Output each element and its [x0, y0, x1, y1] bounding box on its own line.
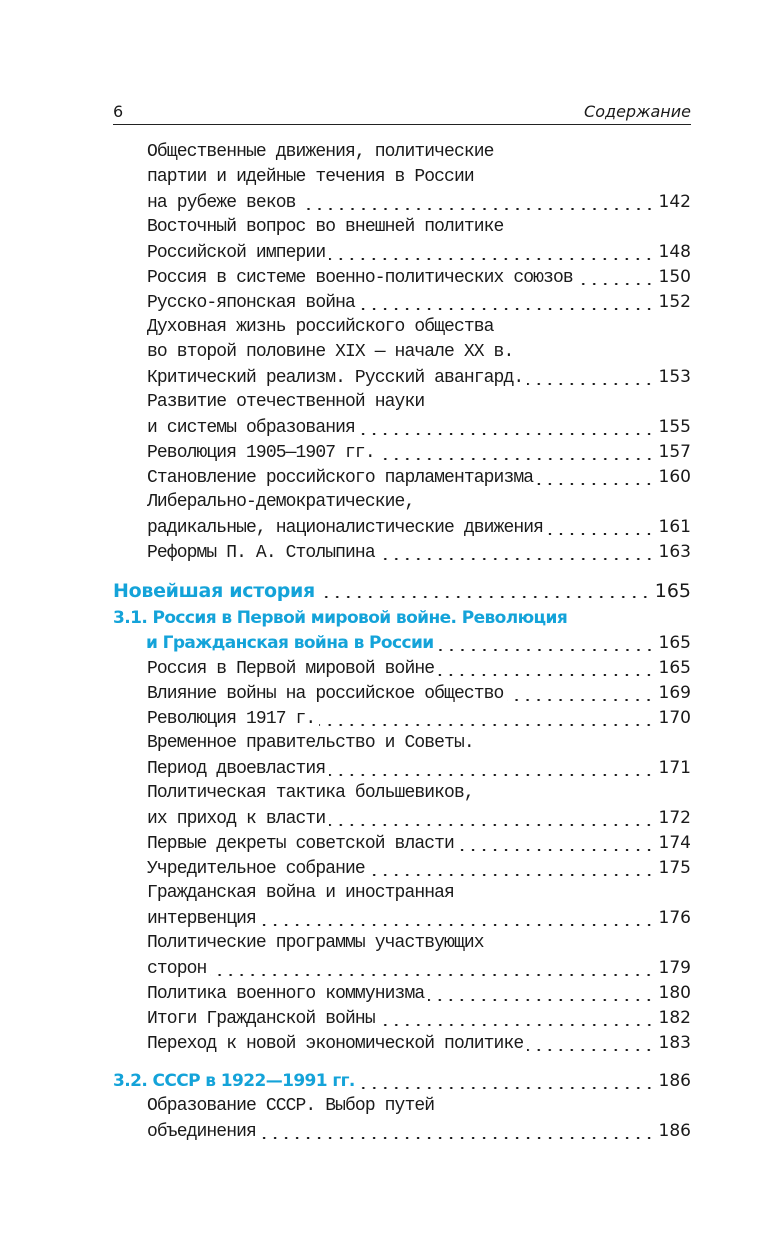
toc-entry — [147, 317, 691, 342]
toc-entry — [147, 417, 691, 442]
toc-entry-title: Российской империи — [147, 243, 326, 263]
toc-entry — [147, 1096, 691, 1121]
toc-entry — [147, 167, 691, 192]
page-number: 6 — [113, 102, 124, 121]
toc-page-number: 161 — [658, 517, 691, 537]
toc-entry-title: во второй половине XIX — начале XX в. — [147, 342, 514, 362]
toc-entry — [147, 1008, 691, 1033]
dot-leader — [577, 283, 655, 285]
toc-section-heading — [113, 1071, 691, 1096]
toc-page-number: 179 — [658, 958, 691, 978]
toc-page-number: 157 — [658, 442, 691, 462]
toc-entry — [147, 783, 691, 808]
toc-entry-title: Переход к новой экономической политике — [147, 1034, 524, 1054]
dot-leader — [428, 999, 654, 1001]
toc-entry — [147, 983, 691, 1008]
toc-entry-title: интервенция — [147, 909, 256, 929]
toc-page-number: 165 — [658, 633, 691, 653]
toc-entry — [147, 683, 691, 708]
dot-leader — [359, 1087, 655, 1089]
toc-section-heading — [146, 633, 691, 658]
toc-entry — [147, 958, 691, 983]
toc-entry-title: Россия в системе военно-политических союзов — [147, 268, 573, 288]
toc-entry — [147, 367, 691, 392]
toc-page-number: 142 — [658, 192, 691, 212]
toc-entry — [147, 492, 691, 517]
toc-entry-title: и Гражданская война в России — [146, 633, 434, 653]
toc-entry-title: Политические программы участвующих — [147, 933, 484, 953]
toc-entry-title: Период двоевластия — [147, 759, 326, 779]
dot-leader — [438, 674, 654, 676]
toc-entry — [147, 808, 691, 833]
toc-entry — [147, 708, 691, 733]
toc-entry — [147, 733, 691, 758]
running-header — [113, 100, 691, 125]
dot-leader — [210, 974, 654, 976]
dot-leader — [458, 849, 655, 851]
toc-section-heading — [113, 608, 691, 633]
dot-leader — [547, 533, 654, 535]
toc-entry — [147, 517, 691, 542]
toc-page-number: 169 — [658, 683, 691, 703]
toc-entry-title: 3.1. Россия в Первой мировой войне. Революция — [113, 608, 568, 628]
toc-entry — [147, 883, 691, 908]
toc-page-number: 165 — [658, 658, 691, 678]
toc-entry-title: Либерально-демократические, — [147, 492, 415, 512]
toc-entry-title: Революция 1917 г. — [147, 709, 316, 729]
toc-entry — [147, 658, 691, 683]
toc-entry-title: их приход к власти — [147, 809, 326, 829]
toc-page-number: 186 — [658, 1071, 691, 1091]
running-head-title: Содержание — [584, 102, 691, 121]
dot-leader — [438, 649, 655, 651]
toc-page-number: 165 — [654, 580, 691, 602]
toc-page-number: 186 — [658, 1121, 691, 1141]
toc-entry-title: Итоги Гражданской войны — [147, 1009, 375, 1029]
dot-leader — [379, 458, 655, 460]
toc-entry — [147, 758, 691, 783]
toc-entry-title: Реформы П. А. Столыпина — [147, 543, 375, 563]
dot-leader — [300, 208, 655, 210]
toc-page-number: 182 — [658, 1008, 691, 1028]
toc-entry-title: 3.2. СССР в 1922—1991 гг. — [113, 1071, 355, 1091]
dot-leader — [329, 774, 654, 776]
toc-page-number: 148 — [658, 242, 691, 262]
toc-entry — [147, 467, 691, 492]
toc-entry-title: Политическая тактика большевиков, — [147, 783, 474, 803]
toc-page-number: 174 — [658, 833, 691, 853]
toc-entry — [147, 933, 691, 958]
toc-entry-title: Становление российского парламентаризма — [147, 468, 534, 488]
toc-entry — [147, 192, 691, 217]
dot-leader — [359, 308, 655, 310]
toc-entry — [147, 342, 691, 367]
toc-entry-title: Общественные движения, политические — [147, 142, 494, 162]
toc-page-number: 155 — [658, 417, 691, 437]
toc-entry-title: Духовная жизнь российского общества — [147, 317, 494, 337]
toc-page-number: 153 — [658, 367, 691, 387]
toc-section-heading — [113, 580, 691, 605]
toc-entry-title: Новейшая история — [113, 580, 315, 602]
dot-leader — [527, 1049, 654, 1051]
toc-entry-title: Развитие отечественной науки — [147, 392, 425, 412]
toc-page-number: 160 — [658, 467, 691, 487]
toc-page-number: 171 — [658, 758, 691, 778]
toc-entry-title: Критический реализм. Русский авангард. — [147, 368, 524, 388]
dot-leader — [260, 1137, 655, 1139]
toc-entry-title: и системы образования — [147, 418, 355, 438]
toc-entry-title: Восточный вопрос во внешней политике — [147, 217, 504, 237]
toc-page-number: 180 — [658, 983, 691, 1003]
toc-page-number: 150 — [658, 267, 691, 287]
toc-entry-title: Образование СССР. Выбор путей — [147, 1096, 435, 1116]
toc-page-number: 183 — [658, 1033, 691, 1053]
toc-entry-title: Гражданская война и иностранная — [147, 883, 454, 903]
toc-page-number: 163 — [658, 542, 691, 562]
toc-entry-title: партии и идейные течения в России — [147, 167, 474, 187]
toc-entry — [147, 392, 691, 417]
toc-entry — [147, 267, 691, 292]
dot-leader — [369, 874, 655, 876]
dot-leader — [527, 383, 654, 385]
dot-leader — [319, 596, 651, 598]
toc-entry — [147, 217, 691, 242]
toc-entry — [147, 1033, 691, 1058]
dot-leader — [507, 699, 654, 701]
dot-leader — [329, 258, 654, 260]
toc-entry-title: Первые декреты советской власти — [147, 834, 454, 854]
toc-entry-title: на рубеже веков — [147, 193, 296, 213]
toc-entry — [147, 142, 691, 167]
toc-entry-title: Учредительное собрание — [147, 859, 365, 879]
dot-leader — [359, 433, 655, 435]
toc-entry-title: Влияние войны на российское общество — [147, 684, 504, 704]
toc-page-number: 170 — [658, 708, 691, 728]
toc-entry-title: Русско-японская война — [147, 293, 355, 313]
toc-entry-title: радикальные, националистические движения — [147, 518, 544, 538]
toc-entry — [147, 242, 691, 267]
toc-entry-title: Россия в Первой мировой войне — [147, 659, 435, 679]
toc-entry — [147, 442, 691, 467]
toc-page-number: 152 — [658, 292, 691, 312]
toc-entry — [147, 908, 691, 933]
toc-page-number: 175 — [658, 858, 691, 878]
toc-entry — [147, 833, 691, 858]
toc-entry — [147, 542, 691, 567]
toc-page-number: 172 — [658, 808, 691, 828]
toc-entry-title: Временное правительство и Советы. — [147, 733, 474, 753]
toc-entry-title: Революция 1905—1907 гг. — [147, 443, 375, 463]
toc-page-number: 176 — [658, 908, 691, 928]
toc-entry — [147, 292, 691, 317]
dot-leader — [319, 724, 654, 726]
dot-leader — [537, 483, 654, 485]
toc-entry-title: Политика военного коммунизма — [147, 984, 425, 1004]
toc-entry-title: сторон — [147, 959, 207, 979]
dot-leader — [260, 924, 655, 926]
dot-leader — [379, 558, 655, 560]
toc-entry — [147, 1121, 691, 1146]
toc-entry-title: объединения — [147, 1122, 256, 1142]
dot-leader — [329, 824, 654, 826]
toc-entry — [147, 858, 691, 883]
dot-leader — [379, 1024, 655, 1026]
